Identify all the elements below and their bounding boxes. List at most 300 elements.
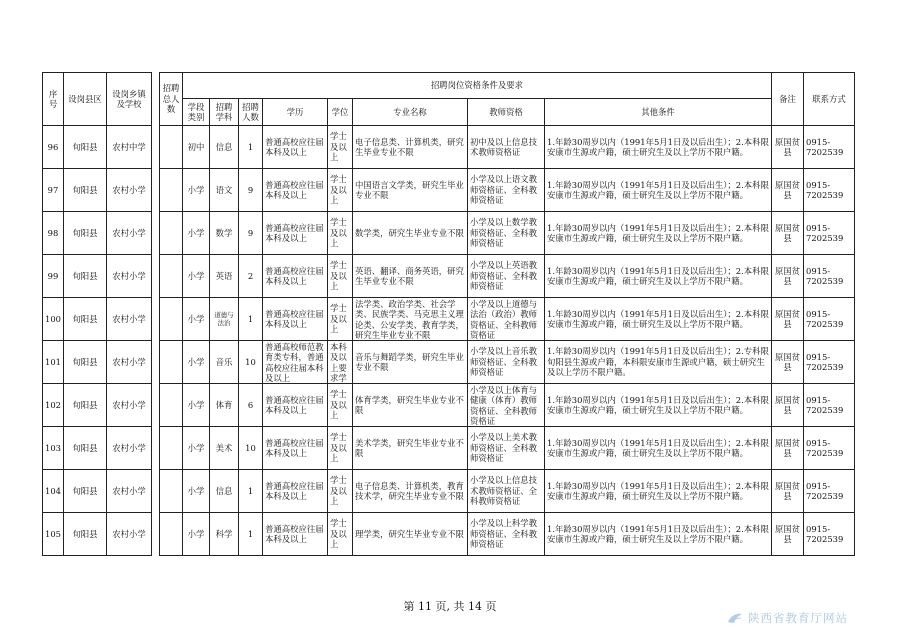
row-other-text: 1.年龄30周岁以内（1991年5月1日及以后出生）；2.本科限安康市生源或户籍，硕士研究生及以上学历不限户籍。 xyxy=(547,308,769,329)
row-education-text: 普通高校应往届本科及以上 xyxy=(265,308,324,329)
row-count xyxy=(239,470,263,513)
row-education-text: 普通高校应往届本科及以上 xyxy=(265,437,324,458)
header-other: 其他条件 xyxy=(545,99,772,126)
row-education xyxy=(263,384,328,427)
watermark-logo-icon xyxy=(726,611,744,625)
row-major-text: 数学类，研究生毕业专业不限 xyxy=(355,227,464,238)
row-seq xyxy=(43,126,64,169)
row-cert-text: 小学及以上音乐教师资格证、全科教师资格证 xyxy=(470,346,537,378)
row-count xyxy=(239,255,263,298)
table-row xyxy=(43,255,855,298)
header-county: 设岗县区 xyxy=(64,73,107,126)
row-school-text: 农村小学 xyxy=(112,227,146,238)
row-seq xyxy=(43,341,64,384)
row-degree xyxy=(328,470,353,513)
row-major-text: 体育学类，研究生毕业专业不限 xyxy=(355,394,464,415)
row-degree-text: 学士及以上 xyxy=(330,432,347,464)
row-degree-text: 学士及以上 xyxy=(330,217,347,249)
row-major xyxy=(353,212,468,255)
row-county-text: 旬阳县 xyxy=(72,485,98,496)
row-level-text: 小学 xyxy=(187,356,205,367)
row-seq xyxy=(43,298,64,341)
row-total xyxy=(160,470,183,513)
row-contact-text: 0915-7202539 xyxy=(806,351,844,372)
row-contact xyxy=(804,212,855,255)
row-subject xyxy=(210,169,239,212)
row-county xyxy=(64,341,107,384)
row-county xyxy=(64,126,107,169)
row-school xyxy=(107,212,152,255)
row-seq-text: 103 xyxy=(45,442,61,453)
table-row xyxy=(43,212,855,255)
row-note xyxy=(772,470,804,513)
row-other xyxy=(545,212,772,255)
row-contact xyxy=(804,513,855,556)
row-other xyxy=(545,341,772,384)
row-contact xyxy=(804,427,855,470)
row-cert-text: 小学及以上美术教师资格证、全科教师资格证 xyxy=(470,432,537,464)
header-subject: 招聘学科 xyxy=(210,99,239,126)
row-note-text: 原国贫县 xyxy=(774,394,801,415)
row-level-text: 小学 xyxy=(187,485,205,496)
row-other-text: 1.年龄30周岁以内（1991年5月1日及以后出生）；2.本科限安康市生源或户籍，硕士研究生及以上学历不限户籍。 xyxy=(547,136,769,157)
column-gap xyxy=(152,470,160,513)
row-total xyxy=(160,384,183,427)
row-degree xyxy=(328,427,353,470)
row-contact xyxy=(804,126,855,169)
row-county-text: 旬阳县 xyxy=(72,399,98,410)
column-gap xyxy=(152,212,160,255)
column-gap xyxy=(152,169,160,212)
row-degree-text: 本科及以上要求学 xyxy=(330,341,347,383)
row-county xyxy=(64,212,107,255)
row-other xyxy=(545,470,772,513)
row-education-text: 普通高校应往届本科及以上 xyxy=(265,179,324,200)
row-count-text: 9 xyxy=(247,227,254,238)
row-education-text: 普通高校应往届本科及以上 xyxy=(265,222,324,243)
row-note-text: 原国贫县 xyxy=(774,523,801,544)
row-degree-text: 学士及以上 xyxy=(330,174,347,206)
row-education xyxy=(263,513,328,556)
row-cert-text: 小学及以上英语教师资格证、全科教师资格证 xyxy=(470,260,537,292)
row-total xyxy=(160,298,183,341)
row-major xyxy=(353,470,468,513)
row-other-text: 1.年龄30周岁以内（1991年5月1日及以后出生）；2.专科限旬阳县生源或户籍，本科限安康市生源或户籍，硕士研究生及以上学历不限户籍。 xyxy=(547,346,769,378)
row-contact-text: 0915-7202539 xyxy=(806,308,844,329)
row-major-text: 电子信息类、计算机类，教育技术学，研究生毕业专业不限 xyxy=(355,480,464,501)
row-subject-text: 体育 xyxy=(215,399,233,410)
row-education xyxy=(263,298,328,341)
row-other xyxy=(545,427,772,470)
row-subject-text: 语文 xyxy=(215,184,233,195)
row-note-text: 原国贫县 xyxy=(774,351,801,372)
row-seq xyxy=(43,427,64,470)
row-contact xyxy=(804,255,855,298)
row-education xyxy=(263,470,328,513)
row-contact-text: 0915-7202539 xyxy=(806,222,844,243)
row-count-text: 10 xyxy=(245,356,256,367)
row-contact xyxy=(804,470,855,513)
row-major xyxy=(353,169,468,212)
row-cert xyxy=(468,255,545,298)
row-subject-text: 科学 xyxy=(215,528,233,539)
row-seq-text: 101 xyxy=(45,356,61,367)
row-contact-text: 0915-7202539 xyxy=(806,394,844,415)
row-level xyxy=(183,212,210,255)
row-other xyxy=(545,513,772,556)
row-school-text: 农村小学 xyxy=(112,399,146,410)
row-total xyxy=(160,341,183,384)
row-education xyxy=(263,212,328,255)
table-row xyxy=(43,384,855,427)
row-subject xyxy=(210,427,239,470)
row-subject-text: 美术 xyxy=(215,442,233,453)
row-county-text: 旬阳县 xyxy=(72,141,98,152)
row-level-text: 初中 xyxy=(187,141,205,152)
row-contact xyxy=(804,169,855,212)
row-seq xyxy=(43,255,64,298)
table-row xyxy=(43,341,855,384)
row-contact-text: 0915-7202539 xyxy=(806,480,844,501)
row-count xyxy=(239,126,263,169)
row-seq xyxy=(43,384,64,427)
row-note-text: 原国贫县 xyxy=(774,480,801,501)
row-note xyxy=(772,126,804,169)
row-count xyxy=(239,427,263,470)
header-town: 设岗乡镇及学校 xyxy=(107,73,152,126)
row-major xyxy=(353,126,468,169)
row-cert xyxy=(468,427,545,470)
row-cert-text: 初中及以上信息技术教师资格证 xyxy=(470,136,537,157)
row-degree xyxy=(328,384,353,427)
row-count xyxy=(239,513,263,556)
row-school xyxy=(107,255,152,298)
row-total xyxy=(160,255,183,298)
row-major-text: 理学类，研究生毕业专业不限 xyxy=(355,528,464,539)
row-subject-text: 道德与法治 xyxy=(214,311,234,327)
row-education xyxy=(263,427,328,470)
row-contact-text: 0915-7202539 xyxy=(806,265,844,286)
row-other-text: 1.年龄30周岁以内（1991年5月1日及以后出生）；2.本科限安康市生源或户籍，硕士研究生及以上学历不限户籍。 xyxy=(547,437,769,458)
row-subject-text: 信息 xyxy=(215,141,233,152)
row-county-text: 旬阳县 xyxy=(72,184,98,195)
column-gap xyxy=(152,384,160,427)
row-count xyxy=(239,298,263,341)
row-education-text: 普通高校应往届本科及以上 xyxy=(265,480,324,501)
row-degree-text: 学士及以上 xyxy=(330,303,347,335)
header-cert: 教师资格 xyxy=(468,99,545,126)
row-other xyxy=(545,255,772,298)
row-seq xyxy=(43,513,64,556)
row-subject-text: 数学 xyxy=(215,227,233,238)
site-watermark xyxy=(726,610,848,626)
row-count xyxy=(239,341,263,384)
column-gap xyxy=(152,126,160,169)
row-county xyxy=(64,427,107,470)
row-level xyxy=(183,427,210,470)
row-cert xyxy=(468,169,545,212)
row-county xyxy=(64,513,107,556)
table-row xyxy=(43,513,855,556)
row-count-text: 1 xyxy=(247,313,254,324)
header-major: 专业名称 xyxy=(353,99,468,126)
row-school-text: 农村小学 xyxy=(112,528,146,539)
page-footer: 第 11 页, 共 14 页 xyxy=(403,600,497,613)
row-count-text: 10 xyxy=(245,442,256,453)
row-note-text: 原国贫县 xyxy=(774,136,801,157)
row-note-text: 原国贫县 xyxy=(774,222,801,243)
row-school-text: 农村小学 xyxy=(112,485,146,496)
row-seq-text: 104 xyxy=(45,485,61,496)
row-school-text: 农村小学 xyxy=(112,442,146,453)
row-school-text: 农村小学 xyxy=(112,313,146,324)
row-subject xyxy=(210,470,239,513)
row-school-text: 农村小学 xyxy=(112,184,146,195)
row-cert xyxy=(468,513,545,556)
row-level xyxy=(183,255,210,298)
row-level-text: 小学 xyxy=(187,399,205,410)
row-seq xyxy=(43,212,64,255)
row-subject xyxy=(210,341,239,384)
row-major xyxy=(353,427,468,470)
row-count-text: 2 xyxy=(247,270,254,281)
row-cert-text: 小学及以上体育与健康（体育）教师资格证、全科教师资格证 xyxy=(470,384,537,426)
row-note xyxy=(772,298,804,341)
row-cert-text: 小学及以上科学教师资格证、全科教师资格证 xyxy=(470,518,537,550)
row-degree xyxy=(328,341,353,384)
row-total xyxy=(160,126,183,169)
row-other xyxy=(545,384,772,427)
row-major-text: 音乐与舞蹈学类，研究生毕业专业不限 xyxy=(355,351,464,372)
recruitment-table-container xyxy=(42,72,855,556)
row-school xyxy=(107,384,152,427)
row-level xyxy=(183,384,210,427)
row-subject-text: 信息 xyxy=(215,485,233,496)
row-seq-text: 105 xyxy=(45,528,61,539)
header-row-top xyxy=(43,73,855,99)
row-level-text: 小学 xyxy=(187,227,205,238)
row-seq-text: 96 xyxy=(47,141,59,152)
row-education-text: 普通高校师范教育类专科，普通高校应往届本科及以上 xyxy=(265,341,324,383)
row-major xyxy=(353,298,468,341)
header-education: 学历 xyxy=(263,99,328,126)
row-level xyxy=(183,126,210,169)
row-cert-text: 小学及以上语文教师资格证、全科教师资格证 xyxy=(470,174,537,206)
column-gap xyxy=(152,513,160,556)
row-degree xyxy=(328,169,353,212)
row-cert xyxy=(468,126,545,169)
table-body xyxy=(43,126,855,556)
row-county xyxy=(64,169,107,212)
row-major-text: 美术学类，研究生毕业专业不限 xyxy=(355,437,464,458)
row-seq-text: 100 xyxy=(45,313,61,324)
row-cert xyxy=(468,212,545,255)
row-note-text: 原国贫县 xyxy=(774,437,801,458)
row-contact xyxy=(804,298,855,341)
row-level xyxy=(183,341,210,384)
row-level-text: 小学 xyxy=(187,313,205,324)
row-major-text: 中国语言文学类，研究生毕业专业不限 xyxy=(355,179,464,200)
row-other-text: 1.年龄30周岁以内（1991年5月1日及以后出生）；2.本科限安康市生源或户籍，硕士研究生及以上学历不限户籍。 xyxy=(547,480,769,501)
row-contact xyxy=(804,341,855,384)
row-degree-text: 学士及以上 xyxy=(330,518,347,550)
column-gap xyxy=(152,341,160,384)
row-degree-text: 学士及以上 xyxy=(330,131,347,163)
row-level xyxy=(183,470,210,513)
row-note-text: 原国贫县 xyxy=(774,265,801,286)
table-row xyxy=(43,169,855,212)
row-other-text: 1.年龄30周岁以内（1991年5月1日及以后出生）；2.本科限安康市生源或户籍，硕士研究生及以上学历不限户籍。 xyxy=(547,222,769,243)
row-total xyxy=(160,427,183,470)
row-degree-text: 学士及以上 xyxy=(330,260,347,292)
row-note xyxy=(772,427,804,470)
row-cert xyxy=(468,384,545,427)
header-seq: 序号 xyxy=(43,73,64,126)
row-school xyxy=(107,470,152,513)
row-seq xyxy=(43,169,64,212)
row-count-text: 1 xyxy=(247,141,254,152)
row-major xyxy=(353,341,468,384)
row-county xyxy=(64,384,107,427)
row-note xyxy=(772,513,804,556)
row-count-text: 1 xyxy=(247,528,254,539)
row-note xyxy=(772,341,804,384)
row-subject-text: 音乐 xyxy=(215,356,233,367)
row-county xyxy=(64,298,107,341)
row-note xyxy=(772,212,804,255)
row-school xyxy=(107,427,152,470)
column-gap xyxy=(152,427,160,470)
row-note-text: 原国贫县 xyxy=(774,179,801,200)
header-group: 招聘岗位资格条件及要求 xyxy=(183,73,772,99)
row-count xyxy=(239,212,263,255)
row-level-text: 小学 xyxy=(187,528,205,539)
row-major-text: 英语、翻译、商务英语，研究生毕业专业不限 xyxy=(355,265,464,286)
row-degree-text: 学士及以上 xyxy=(330,389,347,421)
row-degree xyxy=(328,212,353,255)
row-major xyxy=(353,513,468,556)
row-cert xyxy=(468,470,545,513)
row-contact xyxy=(804,384,855,427)
row-other xyxy=(545,169,772,212)
row-cert-text: 小学及以上数学教师资格证、全科教师资格证 xyxy=(470,217,537,249)
row-contact-text: 0915-7202539 xyxy=(806,179,844,200)
row-other-text: 1.年龄30周岁以内（1991年5月1日及以后出生）；2.本科限安康市生源或户籍，硕士研究生及以上学历不限户籍。 xyxy=(547,394,769,415)
row-subject xyxy=(210,255,239,298)
row-degree-text: 学士及以上 xyxy=(330,475,347,507)
row-school xyxy=(107,513,152,556)
table-row xyxy=(43,298,855,341)
row-county-text: 旬阳县 xyxy=(72,528,98,539)
header-note: 备注 xyxy=(772,73,804,126)
row-level-text: 小学 xyxy=(187,442,205,453)
row-county xyxy=(64,470,107,513)
row-county-text: 旬阳县 xyxy=(72,356,98,367)
row-seq-text: 98 xyxy=(47,227,59,238)
row-total xyxy=(160,513,183,556)
row-education-text: 普通高校应往届本科及以上 xyxy=(265,136,324,157)
row-contact-text: 0915-7202539 xyxy=(806,523,844,544)
row-seq-text: 99 xyxy=(47,270,59,281)
row-subject xyxy=(210,384,239,427)
row-subject xyxy=(210,513,239,556)
row-school-text: 农村小学 xyxy=(112,356,146,367)
row-total xyxy=(160,212,183,255)
row-county xyxy=(64,255,107,298)
row-note xyxy=(772,384,804,427)
row-cert xyxy=(468,298,545,341)
row-other xyxy=(545,126,772,169)
table-row xyxy=(43,470,855,513)
row-subject xyxy=(210,126,239,169)
row-note-text: 原国贫县 xyxy=(774,308,801,329)
row-note xyxy=(772,255,804,298)
row-seq-text: 97 xyxy=(47,184,59,195)
row-school xyxy=(107,341,152,384)
row-county-text: 旬阳县 xyxy=(72,442,98,453)
row-degree xyxy=(328,298,353,341)
header-count: 招聘人数 xyxy=(239,99,263,126)
row-other xyxy=(545,298,772,341)
row-degree xyxy=(328,126,353,169)
row-school xyxy=(107,169,152,212)
row-school-text: 农村小学 xyxy=(112,270,146,281)
row-other-text: 1.年龄30周岁以内（1991年5月1日及以后出生）；2.本科限安康市生源或户籍，硕士研究生及以上学历不限户籍。 xyxy=(547,179,769,200)
header-level: 学段类别 xyxy=(183,99,210,126)
recruitment-table xyxy=(42,72,855,556)
row-education xyxy=(263,126,328,169)
row-level-text: 小学 xyxy=(187,270,205,281)
row-education xyxy=(263,255,328,298)
row-contact-text: 0915-7202539 xyxy=(806,437,844,458)
row-degree xyxy=(328,255,353,298)
row-note xyxy=(772,169,804,212)
row-count-text: 9 xyxy=(247,184,254,195)
row-cert-text: 小学及以上道德与法治（政治）教师资格证、全科教师资格证 xyxy=(470,298,537,340)
row-education xyxy=(263,341,328,384)
header-contact: 联系方式 xyxy=(804,73,855,126)
row-major-text: 法学类、政治学类、社会学类、民族学类、马克思主义理论类、公安学类、教育学类，研究生毕业专业不限 xyxy=(355,298,464,340)
row-count xyxy=(239,384,263,427)
row-seq xyxy=(43,470,64,513)
row-major-text: 电子信息类、计算机类，研究生毕业专业不限 xyxy=(355,136,464,157)
watermark-text: 陕西省教育厅网站 xyxy=(748,611,848,625)
row-education-text: 普通高校应往届本科及以上 xyxy=(265,394,324,415)
row-education-text: 普通高校应往届本科及以上 xyxy=(265,523,324,544)
row-school xyxy=(107,126,152,169)
row-school-text: 农村中学 xyxy=(112,141,146,152)
header-total: 招聘总人数 xyxy=(160,73,183,126)
header-degree: 学位 xyxy=(328,99,353,126)
row-total xyxy=(160,169,183,212)
row-county-text: 旬阳县 xyxy=(72,313,98,324)
row-school xyxy=(107,298,152,341)
row-level-text: 小学 xyxy=(187,184,205,195)
row-count xyxy=(239,169,263,212)
row-subject xyxy=(210,298,239,341)
row-cert xyxy=(468,341,545,384)
row-seq-text: 102 xyxy=(45,399,61,410)
row-other-text: 1.年龄30周岁以内（1991年5月1日及以后出生）；2.本科限安康市生源或户籍，硕士研究生及以上学历不限户籍。 xyxy=(547,265,769,286)
row-contact-text: 0915-7202539 xyxy=(806,136,844,157)
row-major xyxy=(353,384,468,427)
table-row xyxy=(43,126,855,169)
row-level xyxy=(183,513,210,556)
table-row xyxy=(43,427,855,470)
row-subject xyxy=(210,212,239,255)
row-count-text: 6 xyxy=(247,399,254,410)
column-gap xyxy=(152,73,160,126)
